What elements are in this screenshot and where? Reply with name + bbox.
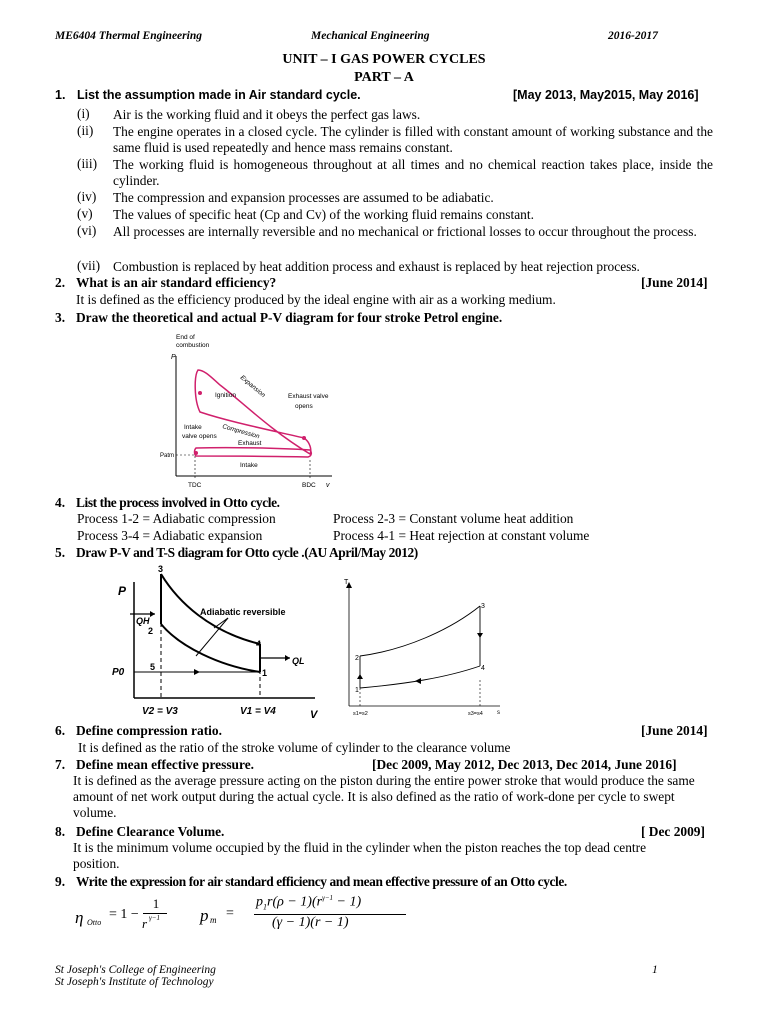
fig2-compression-curve	[161, 624, 260, 672]
fig3-point-3: 3	[481, 603, 485, 610]
fig3-s-label: s	[497, 710, 500, 716]
fig3-point-2: 2	[355, 655, 359, 662]
fig3-arrow-2	[477, 633, 483, 638]
q6-number: 6.	[55, 723, 66, 738]
fig1-bdc-label: BDC	[302, 482, 316, 489]
fig1-compression-label: Compression	[221, 423, 261, 441]
q2-question: What is an air standard efficiency?	[76, 275, 277, 290]
q4-process-2-3: Process 2-3 = Constant volume heat addition	[333, 511, 574, 526]
petrol-engine-pv-diagram	[160, 330, 340, 492]
q2-number: 2.	[55, 275, 66, 290]
fig2-ql-arrowhead	[285, 655, 290, 661]
fig3-heat-rejection-curve	[360, 666, 480, 688]
fig2-ql-label: QL	[292, 656, 305, 666]
fig1-intake-stroke-label: Intake	[240, 462, 258, 469]
q1-item-text: The values of specific heat (Cp and Cv) of the working fluid remains constant.	[113, 207, 534, 222]
fig1-pumping-loop	[195, 448, 312, 457]
fig2-qh-arrowhead	[150, 611, 155, 617]
q1-number: 1.	[55, 88, 66, 102]
q7-question: Define mean effective pressure.	[76, 757, 254, 772]
q4-process-4-1: Process 4-1 = Heat rejection at constant volume	[333, 528, 590, 543]
q4-process-3-4: Process 3-4 = Adiabatic expansion	[77, 528, 263, 543]
q2-answer: It is defined as the efficiency produced by the ideal engine with air as a working medium.	[76, 292, 556, 307]
q9-question: Write the expression for air standard efficiency and mean effective pressure of an Otto cycle.	[76, 874, 567, 889]
fig3-t-label: T	[344, 579, 349, 586]
page-number: 1	[652, 964, 658, 976]
q1-item-number: (iv)	[77, 189, 97, 204]
fig3-s1s2-label: s1=s2	[353, 711, 368, 717]
fig1-exhaust-open-point	[302, 436, 306, 440]
q7-answer: It is defined as the average pressure acting on the piston during the entire power stroke that would produce the same amount of net work output during the actual cycle. It is also defined as the ratio of work-done per cycle to swept volume.	[73, 773, 695, 820]
fig1-intake-label: Intake	[184, 424, 202, 431]
q1-item-number: (ii)	[77, 123, 94, 138]
fig2-exhaust-arrow	[194, 669, 200, 675]
fig1-ignition-point	[198, 391, 202, 395]
fig3-s3s4-label: s3=s4	[468, 711, 483, 717]
q1-item-text: The engine operates in a closed cycle. The cylinder is filled with constant amount of working substance and the same fluid is used repeatedly and hence mass remains constant.	[113, 124, 713, 155]
fig3-point-4: 4	[481, 665, 485, 672]
header-year: 2016-2017	[608, 30, 658, 42]
q1-item-number: (v)	[77, 206, 93, 221]
fig1-opens-label: opens	[295, 403, 313, 410]
q1-item-text: Air is the working fluid and it obeys the perfect gas laws.	[113, 107, 421, 122]
q6-answer: It is defined as the ratio of the stroke volume of cylinder to the clearance volume	[78, 740, 511, 755]
otto-ts-diagram	[335, 578, 505, 718]
q1-item-number: (iii)	[77, 156, 98, 171]
fig1-end-combustion: End of	[176, 334, 195, 341]
fig1-end-combustion-2: combustion	[176, 342, 210, 349]
q8-answer: It is the minimum volume occupied by the fluid in the cylinder when the piston reaches the top dead centre position.	[73, 840, 647, 871]
q4-number: 4.	[55, 495, 66, 510]
q1-item-number: (vii)	[77, 258, 101, 273]
q8-question: Define Clearance Volume.	[76, 824, 225, 839]
header-course: ME6404 Thermal Engineering	[55, 30, 202, 42]
fig2-point-4: 4	[256, 639, 262, 649]
fig2-v2v3-label: V2 = V3	[142, 706, 178, 717]
q1-item-text: Combustion is replaced by heat addition process and exhaust is replaced by heat rejection process.	[113, 259, 640, 274]
fig2-p-label: P	[118, 584, 127, 598]
header-department: Mechanical Engineering	[311, 30, 430, 42]
q1-item-number: (vi)	[77, 223, 97, 238]
fig2-qh-label: QH	[136, 616, 150, 626]
footer-college: St Joseph's College of Engineering	[55, 964, 216, 976]
q8-number: 8.	[55, 824, 66, 839]
q5-number: 5.	[55, 545, 66, 560]
q1-question: List the assumption made in Air standard cycle.	[77, 88, 361, 102]
fig3-arrow-1	[357, 674, 363, 679]
fig1-expansion-label: Expansion	[238, 374, 267, 400]
fig2-p0-label: P0	[112, 667, 125, 678]
mean-effective-pressure-formula: p m = $p_1r(\rho - 1)(r^{\gamma-1} - 1)$ (γ − 1)(r − 1)	[200, 894, 420, 934]
fig1-valve-opens-label: valve opens	[182, 433, 217, 440]
q4-question: List the process involved in Otto cycle.	[76, 495, 280, 510]
fig1-exhaust-label: Exhaust	[238, 440, 262, 447]
fig1-p-label: P	[171, 354, 176, 361]
q6-reference: [June 2014]	[641, 723, 708, 738]
fig1-tdc-label: TDC	[188, 482, 202, 489]
q1-reference: [May 2013, May2015, May 2016]	[513, 88, 699, 102]
fig2-v-label: V	[310, 709, 318, 721]
q1-item-number: (i)	[77, 106, 90, 121]
otto-pv-diagram	[110, 562, 325, 722]
fig1-ignition-label: Ignition	[215, 392, 236, 399]
fig2-point-5: 5	[150, 662, 156, 672]
unit-title: UNIT – I GAS POWER CYCLES	[282, 52, 486, 67]
q2-reference: [June 2014]	[641, 275, 708, 290]
q6-question: Define compression ratio.	[76, 723, 222, 738]
fig2-v1v4-label: V1 = V4	[240, 706, 276, 717]
q1-item-text: The working fluid is homogeneous throughout at all times and no chemical reaction takes place, inside the cylinder.	[113, 157, 713, 188]
q3-number: 3.	[55, 310, 66, 325]
fig2-adiabatic-label: Adiabatic reversible	[200, 607, 286, 617]
q1-item-text: The compression and expansion processes are assumed to be adiabatic.	[113, 190, 494, 205]
q1-item-text: All processes are internally reversible and no mechanical or frictional losses to occur throughout the process.	[113, 224, 697, 239]
q7-reference: [Dec 2009, May 2012, Dec 2013, Dec 2014, June 2016]	[372, 757, 677, 772]
footer-institute: St Joseph's Institute of Technology	[55, 976, 214, 988]
fig3-heat-addition-curve	[360, 606, 480, 656]
fig1-patm-label: Patm	[160, 453, 175, 459]
q8-reference: [ Dec 2009]	[641, 824, 705, 839]
q7-number: 7.	[55, 757, 66, 772]
q5-question: Draw P-V and T-S diagram for Otto cycle .(AU April/May 2012)	[76, 545, 418, 560]
fig1-v-label: v	[326, 482, 330, 489]
fig1-exhaust-valve-label: Exhaust valve	[288, 393, 329, 400]
q3-question: Draw the theoretical and actual P-V diagram for four stroke Petrol engine.	[76, 310, 503, 325]
fig3-arrow-3	[415, 678, 421, 684]
fig2-point-3: 3	[158, 564, 164, 574]
q9-number: 9.	[55, 874, 66, 889]
fig3-point-1: 1	[355, 687, 359, 694]
fig2-point-2: 2	[148, 626, 154, 636]
part-title: PART – A	[354, 70, 414, 85]
q4-process-1-2: Process 1-2 = Adiabatic compression	[77, 511, 276, 526]
fig1-intake-open-point	[194, 451, 198, 455]
fig2-point-1: 1	[262, 668, 268, 678]
